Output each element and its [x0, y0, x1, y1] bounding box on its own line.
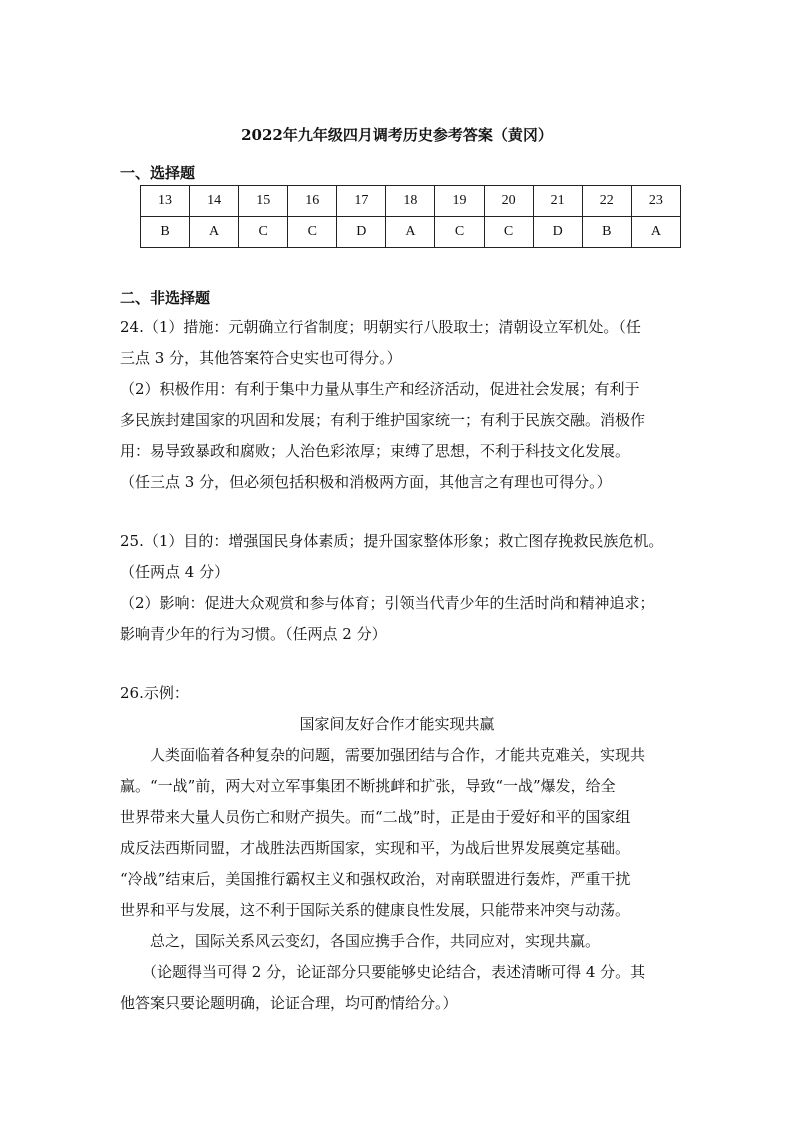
question-number: 15 [239, 186, 288, 217]
q24-line: 三点 3 分，其他答案符合史实也可得分。） [120, 349, 402, 367]
question-number: 16 [288, 186, 337, 217]
question-number: 18 [386, 186, 435, 217]
q25-line: 影响青少年的行为习惯。（任两点 2 分） [120, 625, 387, 643]
question-number: 23 [631, 186, 680, 217]
q24-line: 用：易导致暴政和腐败；人治色彩浓厚；束缚了思想，不利于科技文化发展。 [120, 442, 631, 460]
essay-line: 赢。“一战”前，两大对立军事集团不断挑衅和扩张，导致“一战”爆发，给全 [120, 777, 616, 795]
grading-note-line: 他答案只要论题明确，论证合理，均可酌情给分。） [120, 994, 458, 1012]
grading-note-line: （论题得当可得 2 分，论证部分只要能够史论结合，表述清晰可得 4 分。其 [142, 963, 646, 981]
question-number: 13 [141, 186, 190, 217]
q25-line: （任两点 4 分） [120, 563, 230, 581]
answer-cell: C [435, 217, 484, 248]
essay-line: 成反法西斯同盟，才战胜法西斯国家，实现和平，为战后世界发展奠定基础。 [120, 839, 631, 857]
answer-cell: C [288, 217, 337, 248]
answer-cell: A [190, 217, 239, 248]
essay-line: 世界带来大量人员伤亡和财产损失。而“二战”时，正是由于爱好和平的国家组 [120, 808, 631, 826]
q24-line: （任三点 3 分，但必须包括积极和消极两方面，其他言之有理也可得分。） [120, 473, 612, 491]
q25-line: 25.（1）目的：增强国民身体素质；提升国家整体形象；救亡图存挽救民族危机。 [120, 532, 664, 550]
essay-line: 总之，国际关系风云变幻，各国应携手合作，共同应对，实现共赢。 [150, 932, 601, 950]
essay-line: 人类面临着各种复杂的问题，需要加强团结与合作，才能共克难关，实现共 [150, 746, 646, 764]
answer-cell: D [337, 217, 386, 248]
q24-line: 24.（1）措施：元朝确立行省制度；明朝实行八股取士；清朝设立军机处。（任 [120, 318, 641, 336]
question-number: 21 [533, 186, 582, 217]
question-number-row [141, 186, 681, 217]
answer-cell: A [386, 217, 435, 248]
answer-cell: C [484, 217, 533, 248]
answer-cell: D [533, 217, 582, 248]
answer-table [140, 185, 681, 248]
q24-line: （2）积极作用：有利于集中力量从事生产和经济活动，促进社会发展；有利于 [120, 380, 640, 398]
q24-line: 多民族封建国家的巩固和发展；有利于维护国家统一；有利于民族交融。消极作 [120, 411, 646, 429]
essay-title: 国家间友好合作才能实现共赢 [299, 715, 495, 733]
answer-cell: C [239, 217, 288, 248]
question-number: 20 [484, 186, 533, 217]
page-title: 2022年九年级四月调考历史参考答案（黄冈） [241, 126, 553, 144]
question-number: 17 [337, 186, 386, 217]
answer-row [141, 217, 681, 248]
essay-line: “冷战”结束后，美国推行霸权主义和强权政治，对南联盟进行轰炸，严重干扰 [120, 870, 631, 888]
answer-cell: B [582, 217, 631, 248]
q25-line: （2）影响：促进大众观赏和参与体育；引领当代青少年的生活时尚和精神追求； [120, 594, 655, 612]
question-number: 19 [435, 186, 484, 217]
section-heading-multiple-choice: 一、选择题 [120, 164, 196, 182]
answer-cell: B [141, 217, 190, 248]
section-heading-non-multiple-choice: 二、非选择题 [120, 289, 211, 307]
question-number: 14 [190, 186, 239, 217]
essay-line: 世界和平与发展，这不利于国际关系的健康良性发展，只能带来冲突与动荡。 [120, 901, 631, 919]
q26-label: 26.示例： [120, 684, 189, 702]
answer-cell: A [631, 217, 680, 248]
question-number: 22 [582, 186, 631, 217]
